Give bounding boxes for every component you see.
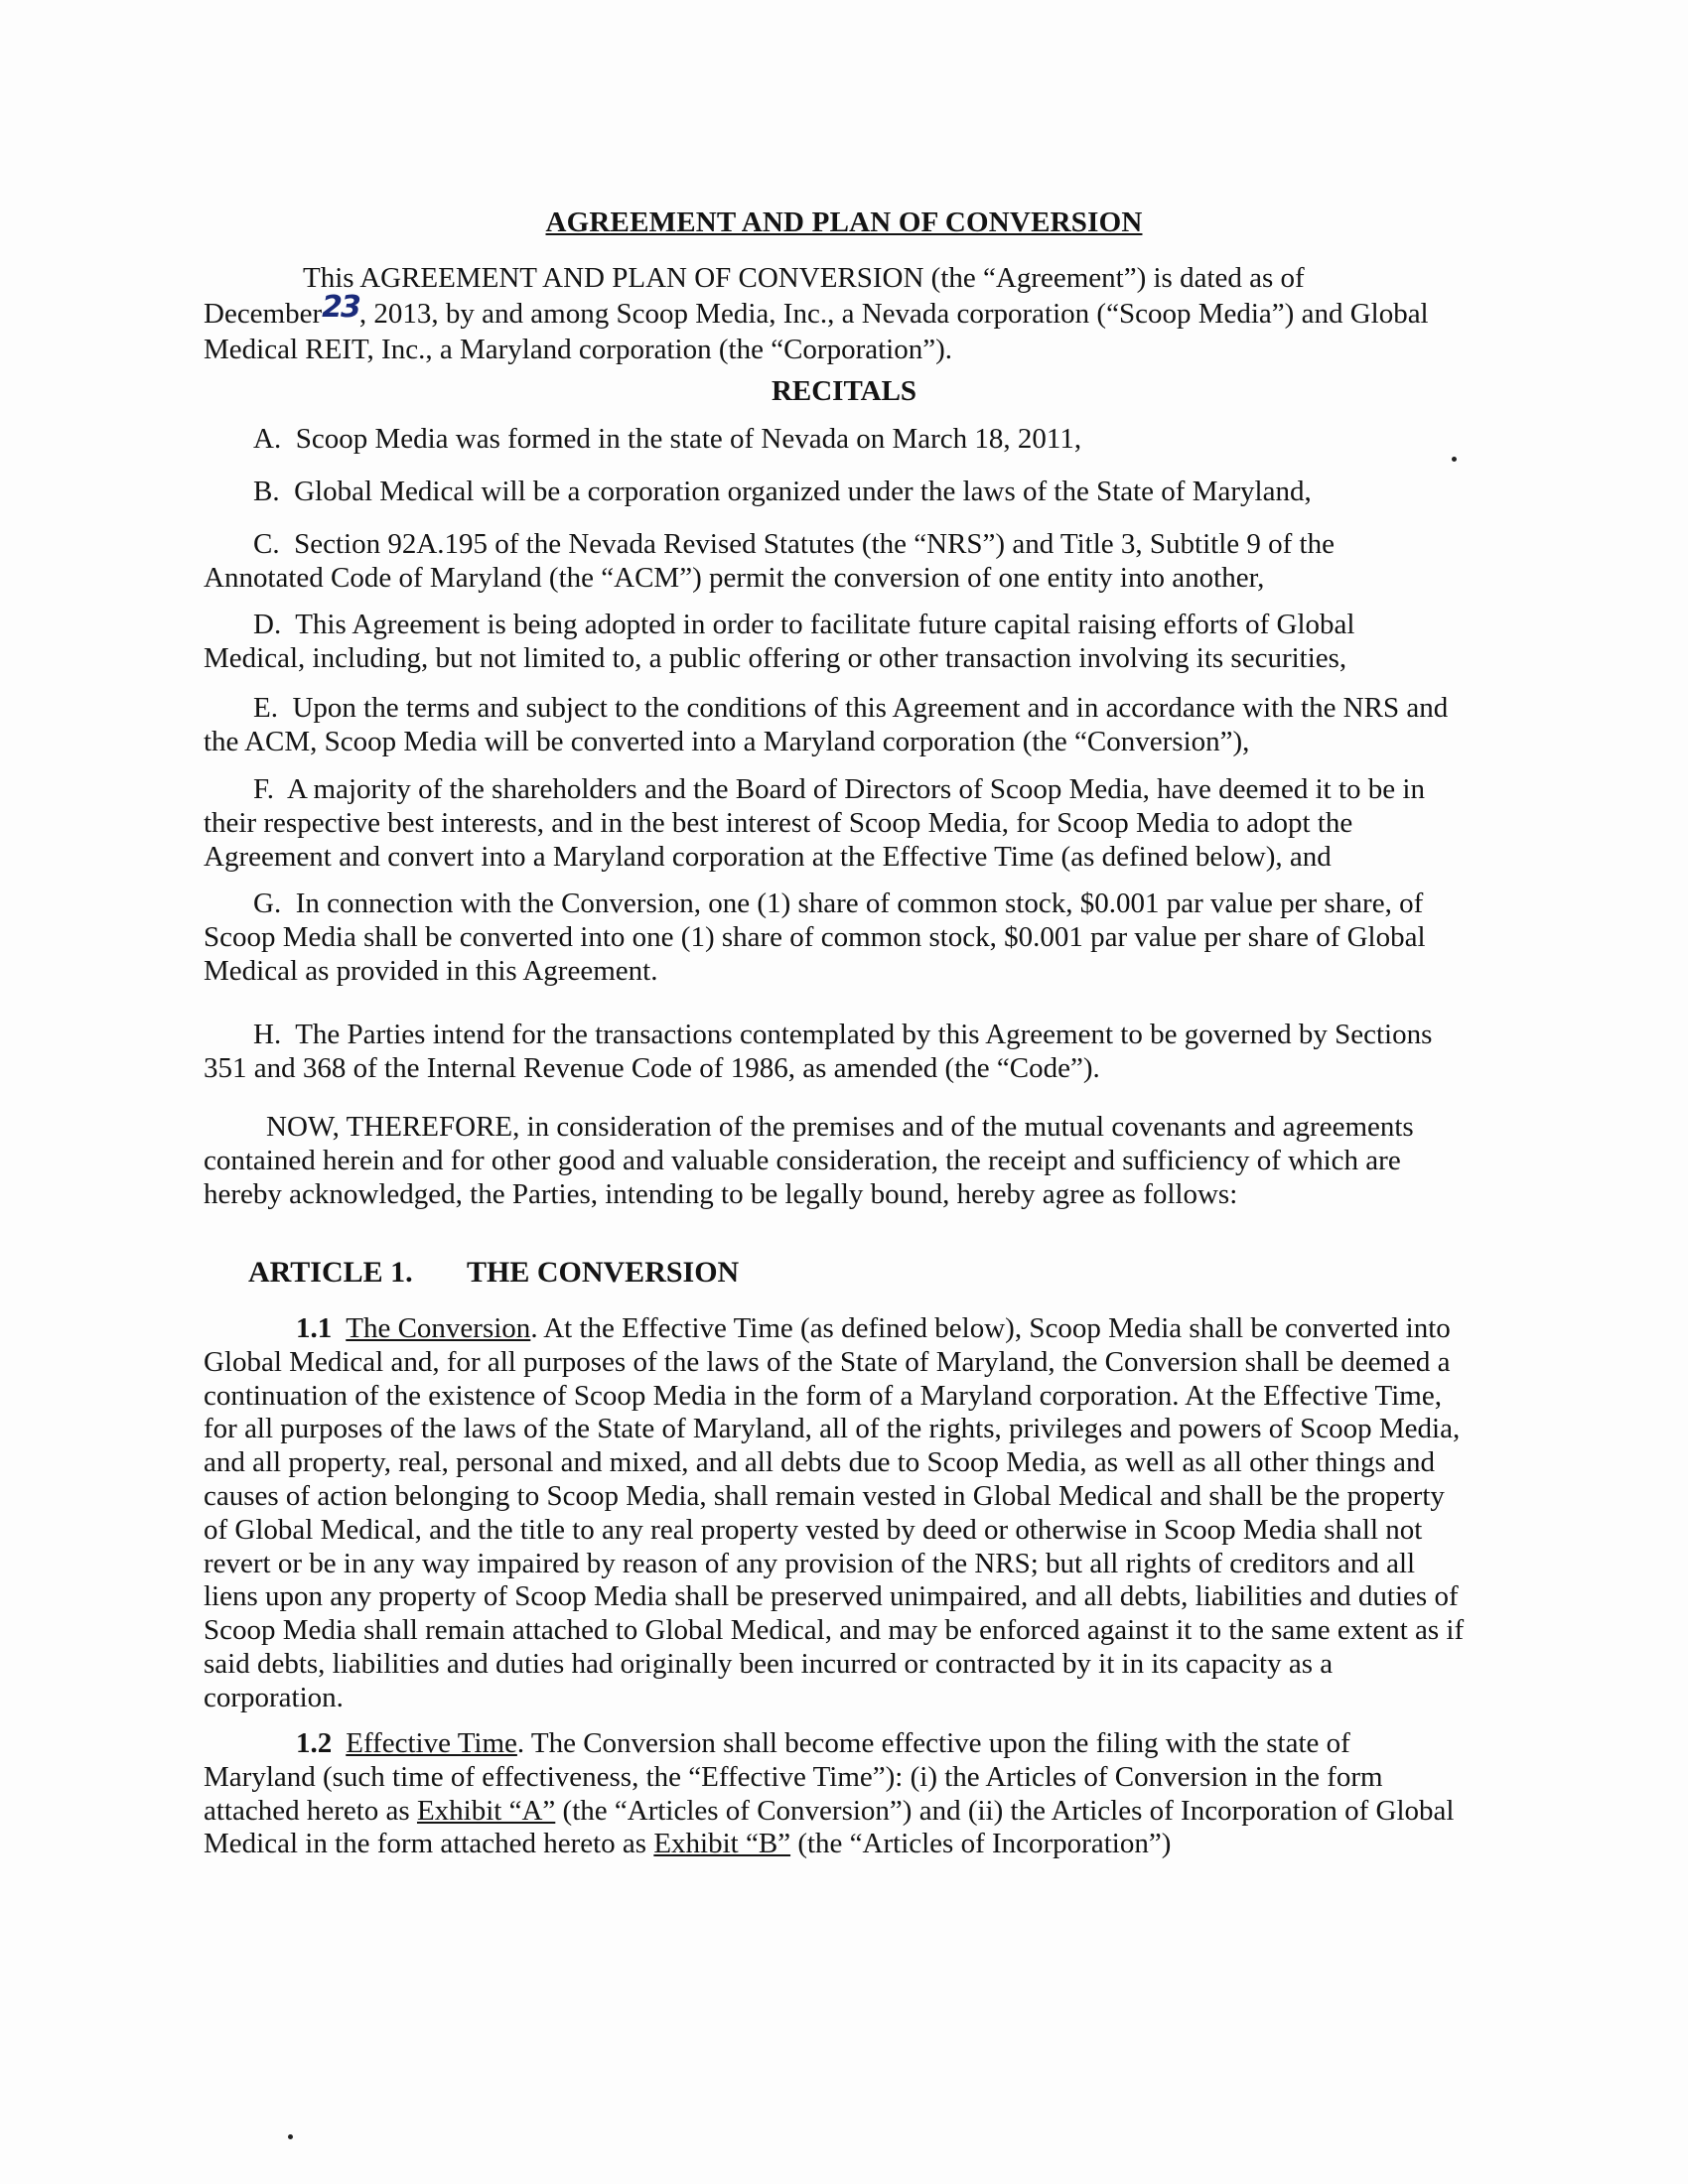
recital-a: [204, 422, 1460, 456]
article-title: THE CONVERSION: [467, 1256, 740, 1289]
section-text: (the “Articles of Incorporation”): [790, 1828, 1172, 1860]
recital-d: [204, 608, 1460, 675]
scan-speck: [1452, 457, 1457, 462]
exhibit-b-reference: Exhibit “B”: [653, 1828, 791, 1860]
recital-h: [204, 1018, 1460, 1085]
recital-text: Section 92A.195 of the Nevada Revised Statutes (the “NRS”) and Title 3, Subtitle 9 of the Annotated Code of Maryland (the “ACM”) permit the conversion of one entity into another,: [204, 528, 1335, 594]
now-therefore-paragraph: NOW, THEREFORE, in consideration of the premises and of the mutual covenants and agreements contained herein and for other good and valuable consideration, the receipt and sufficiency of which are hereby acknowledged, the Parties, intending to be legally bound, hereby agree as follows:: [204, 1111, 1414, 1210]
recital-e: [204, 691, 1460, 758]
intro-paragraph: [204, 260, 1455, 367]
recital-f: [204, 772, 1460, 874]
section-heading: The Conversion: [346, 1312, 531, 1344]
recital-g: [204, 887, 1460, 988]
document-title: AGREEMENT AND PLAN OF CONVERSION: [545, 206, 1143, 238]
recitals-heading: RECITALS: [771, 375, 917, 407]
article-1-heading: [248, 1256, 739, 1290]
section-1-2: [204, 1727, 1465, 1861]
recital-text: Scoop Media was formed in the state of Nevada on March 18, 2011,: [295, 423, 1082, 455]
recital-label: A.: [253, 423, 282, 455]
section-number: 1.2: [296, 1727, 333, 1759]
section-heading: Effective Time: [346, 1727, 517, 1759]
recital-text: Upon the terms and subject to the conditions of this Agreement and in accordance with the NRS and the ACM, Scoop Media will be converted into a Maryland corporation (the “Conversion”),: [204, 692, 1449, 757]
section-text: (the “Articles of Conversion”) and (ii) the Articles of Incorporation of Global Medical in the form attached hereto as: [204, 1794, 1455, 1860]
recital-text: Global Medical will be a corporation organized under the laws of the State of Maryland,: [294, 476, 1312, 507]
section-text: . At the Effective Time (as defined below), Scoop Media shall be converted into Global Medical and, for all purposes of the laws of the State of Maryland, the Conversion shall be deemed a continuation of the existence of Scoop Media in the form of a Maryland corporation. At the Effective Time, for all purposes of the laws of the State of Maryland, all of the rights, privileges and powers of Scoop Media, and all property, real, personal and mixed, and all debts due to Scoop Media, as well as all other things and causes of action belonging to Scoop Media, shall remain vested in Global Medical and shall be the property of Global Medical, and the title to any real property vested by deed or otherwise in Scoop Media shall not revert or be in any way impaired by reason of any provision of the NRS; but all rights of creditors and all liens upon any property of Scoop Media shall be preserved unimpaired, and all debts, liabilities and duties of Scoop Media shall remain attached to Global Medical, and may be enforced against it to the same extent as if said debts, liabilities and duties had originally been incurred or contracted by it in its capacity as a corporation.: [204, 1312, 1465, 1713]
section-text: . The Conversion shall become effective upon the filing with the state of Maryland (such time of effectiveness, the “Effective Time”): (i) the Articles of Conversion in the form attached hereto as: [204, 1727, 1383, 1827]
exhibit-a-reference: Exhibit “A”: [416, 1794, 556, 1827]
recital-label: E.: [253, 692, 278, 724]
section-number: 1.1: [296, 1312, 333, 1344]
recital-label: D.: [253, 609, 282, 640]
recital-label: H.: [253, 1019, 282, 1050]
intro-text-start: This AGREEMENT AND PLAN OF CONVERSION (the “Agreement”) is dated as of December: [204, 262, 1305, 330]
recital-label: B.: [253, 476, 280, 507]
recital-text: The Parties intend for the transactions contemplated by this Agreement to be governed by Sections 351 and 368 of the Internal Revenue Code of 1986, as amended (the “Code”).: [204, 1019, 1433, 1084]
section-1-1: [204, 1312, 1465, 1715]
recital-text: This Agreement is being adopted in order to facilitate future capital raising efforts of Global Medical, including, but not limited to, a public offering or other transaction involving its securities,: [204, 609, 1355, 674]
intro-text-end: , 2013, by and among Scoop Media, Inc., a Nevada corporation (“Scoop Media”) and Global Medical REIT, Inc., a Maryland corporation (the “Corporation”).: [204, 298, 1429, 365]
recital-text: In connection with the Conversion, one (1) share of common stock, $0.001 par value per share, of Scoop Media shall be converted into one (1) share of common stock, $0.001 par value per share of Global Medical as provided in this Agreement.: [204, 887, 1426, 987]
recital-c: [204, 527, 1460, 595]
recital-text: A majority of the shareholders and the Board of Directors of Scoop Media, have deemed it to be in their respective best interests, and in the best interest of Scoop Media, for Scoop Media to adopt the Agreement and convert into a Maryland corporation at the Effective Time (as defined below), and: [204, 773, 1425, 873]
handwritten-date-mark: 23: [322, 290, 359, 325]
recital-label: F.: [253, 773, 275, 805]
scan-speck: [288, 2134, 293, 2139]
recital-label: C.: [253, 528, 280, 560]
article-number: ARTICLE 1.: [248, 1256, 413, 1289]
recital-b: [204, 475, 1460, 508]
recital-label: G.: [253, 887, 282, 919]
